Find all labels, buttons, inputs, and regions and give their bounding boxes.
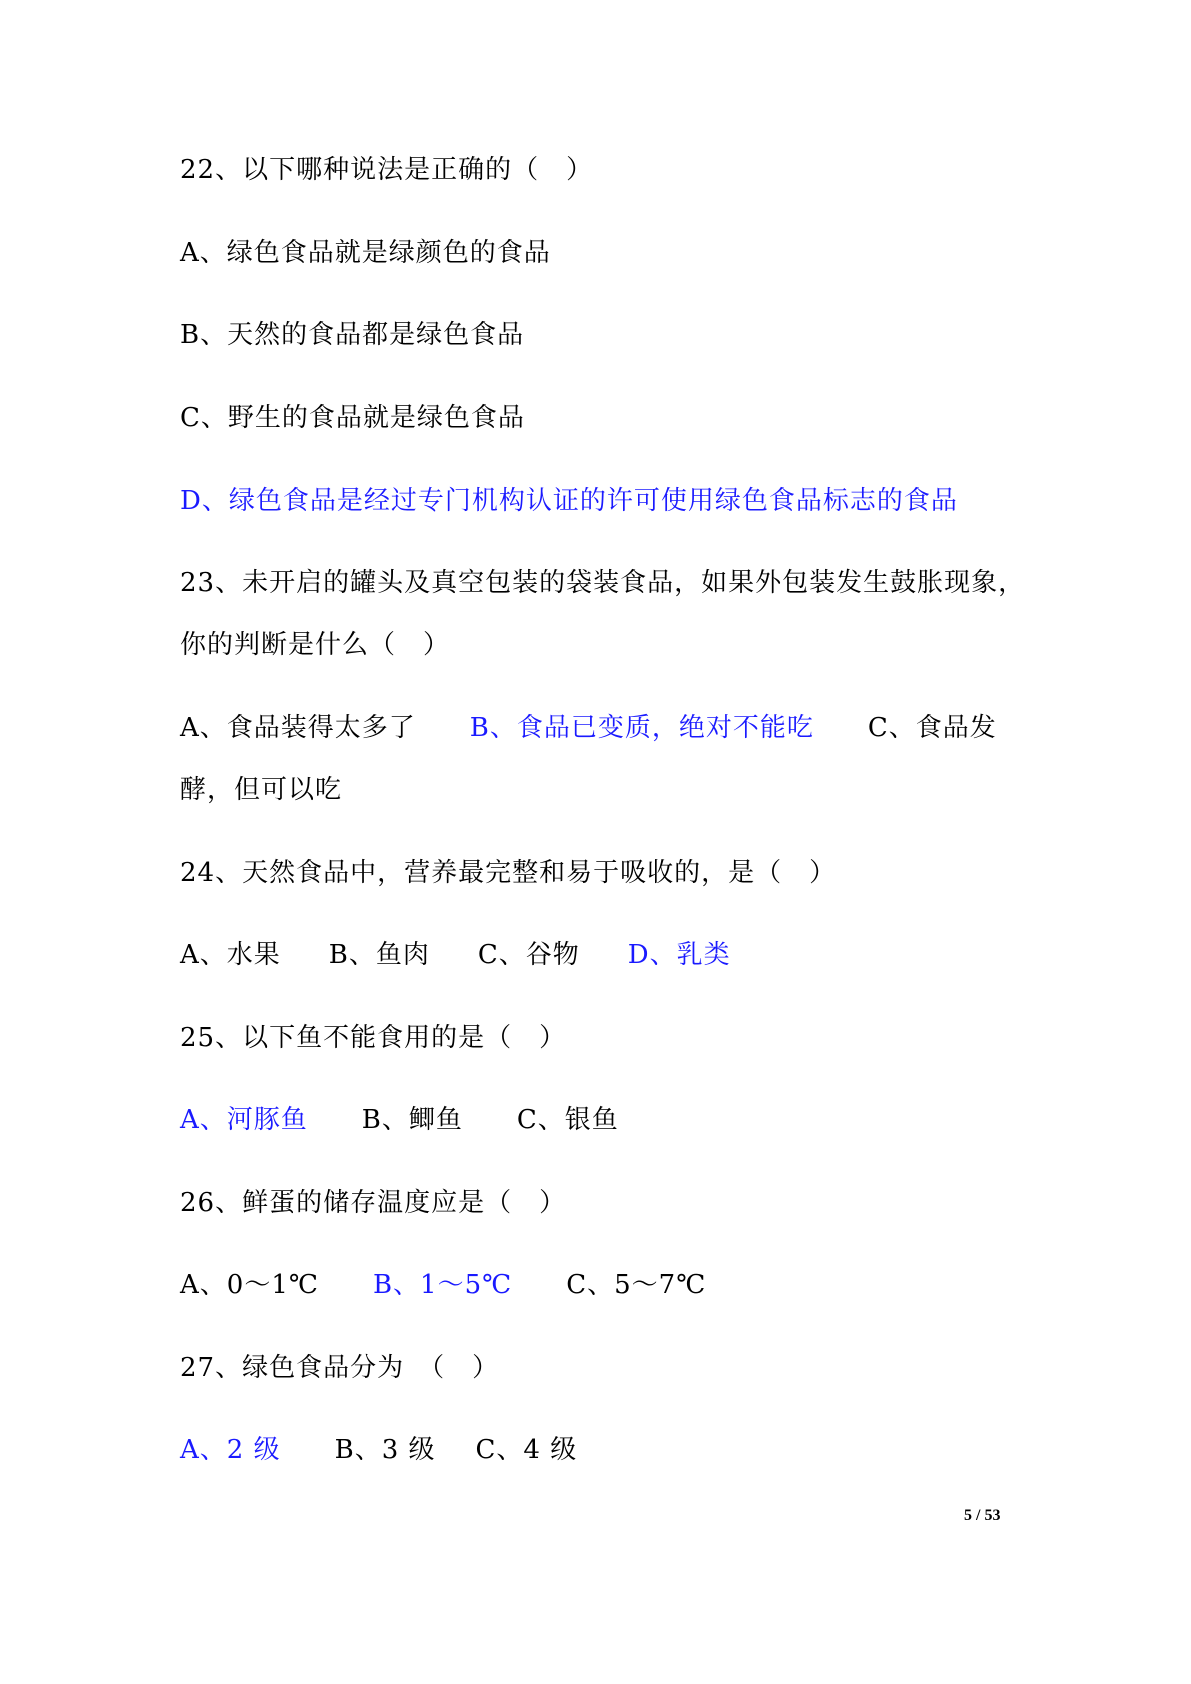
- question-25-option-a-correct: A、河豚鱼: [180, 1105, 308, 1135]
- question-26-option-a: A、0～1℃: [180, 1270, 319, 1300]
- question-27-option-b: B、3 级: [334, 1435, 436, 1465]
- question-23-option-c-continued: [180, 774, 342, 806]
- question-22-option-d-correct: [180, 485, 958, 517]
- question-23-options: [180, 712, 997, 744]
- question-24-options: [180, 939, 731, 971]
- question-27-option-c: C、4 级: [475, 1435, 578, 1465]
- question-26-option-b-correct: B、1～5℃: [372, 1270, 513, 1300]
- question-25-stem-text: 25、以下鱼不能食用的是（ ）: [180, 1023, 567, 1053]
- option-text: D、绿色食品是经过专门机构认证的许可使用绿色食品标志的食品: [180, 486, 958, 516]
- question-22-option-c: [180, 402, 525, 434]
- question-27-stem-text: 27、绿色食品分为 （ ）: [180, 1353, 500, 1383]
- question-24-stem: [180, 857, 836, 889]
- question-22-option-a: [180, 237, 551, 269]
- question-24-stem-text: 24、天然食品中，营养最完整和易于吸收的，是（ ）: [180, 858, 837, 888]
- option-text: B、天然的食品都是绿色食品: [180, 320, 525, 350]
- question-23-option-a: A、食品装得太多了: [180, 713, 416, 743]
- question-25-options: [180, 1104, 619, 1136]
- question-26-stem-text: 26、鲜蛋的储存温度应是（ ）: [180, 1188, 567, 1218]
- question-23-stem-continued: [180, 629, 450, 661]
- option-text: C、野生的食品就是绿色食品: [180, 403, 525, 433]
- question-25-stem: [180, 1022, 566, 1054]
- question-24-option-b: B、鱼肉: [328, 940, 430, 970]
- question-22-stem: [180, 154, 593, 186]
- question-22-option-b: [180, 319, 524, 351]
- question-24-option-d-correct: D、乳类: [627, 940, 731, 970]
- option-text: A、绿色食品就是绿颜色的食品: [180, 238, 551, 268]
- question-26-stem: [180, 1187, 566, 1219]
- question-23-option-b-correct: B、食品已变质，绝对不能吃: [469, 713, 814, 743]
- question-23-option-c: C、食品发: [867, 713, 997, 743]
- question-27-option-a-correct: A、2 级: [180, 1435, 281, 1465]
- question-27-options: [180, 1434, 577, 1466]
- question-24-option-c: C、谷物: [477, 940, 580, 970]
- question-25-option-b: B、鲫鱼: [361, 1105, 463, 1135]
- question-26-options: [180, 1269, 706, 1301]
- question-22-stem-text: 22、以下哪种说法是正确的（ ）: [180, 155, 594, 185]
- question-23-stem-line2: 你的判断是什么（ ）: [180, 630, 451, 660]
- page-number: 5 / 53: [964, 1507, 1001, 1524]
- question-25-option-c: C、银鱼: [516, 1105, 619, 1135]
- question-26-option-c: C、5～7℃: [566, 1270, 707, 1300]
- question-27-stem: [180, 1352, 499, 1384]
- question-23-stem-line1: 23、未开启的罐头及真空包装的袋装食品，如果外包装发生鼓胀现象，: [180, 568, 1026, 598]
- question-23-stem: [180, 567, 1025, 599]
- question-23-option-c-tail: 酵，但可以吃: [180, 775, 343, 805]
- question-24-option-a: A、水果: [180, 940, 281, 970]
